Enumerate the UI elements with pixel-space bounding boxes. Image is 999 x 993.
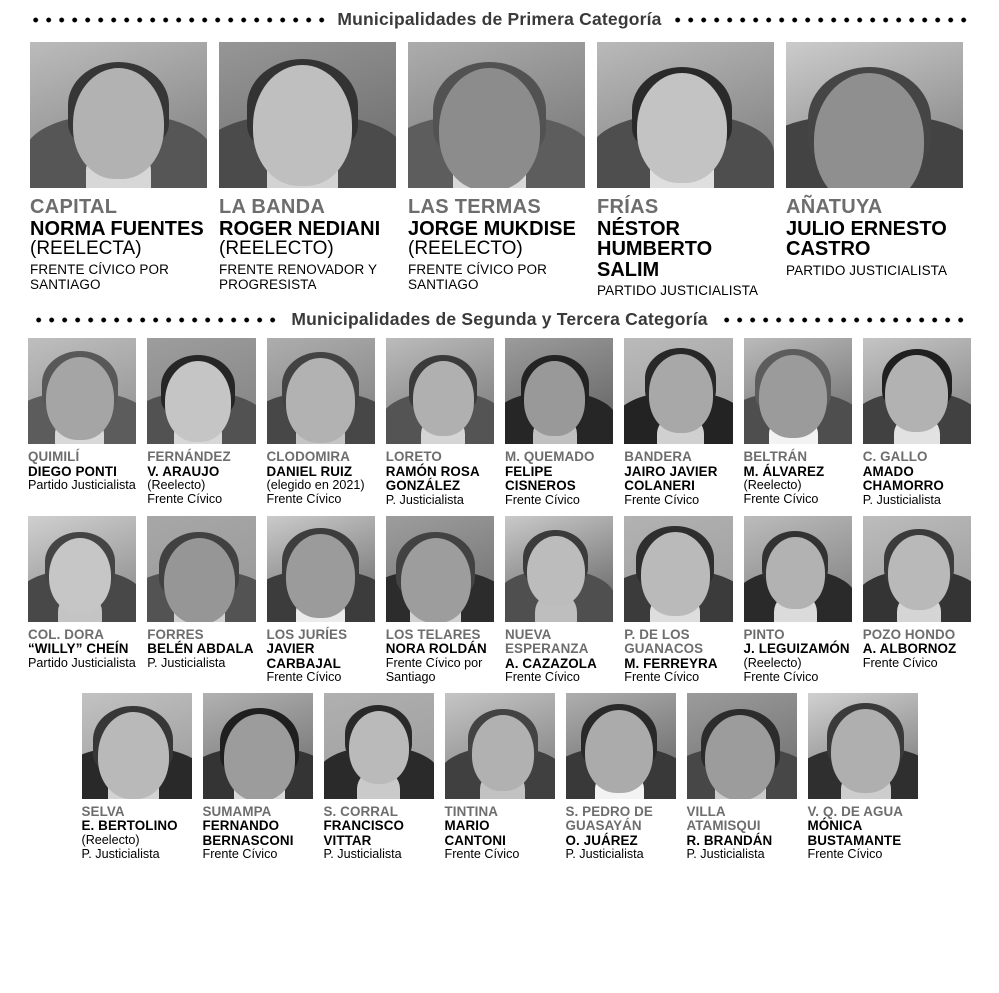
candidate-name: E. BERTOLINO <box>81 818 178 834</box>
municipality-name: VILLA ATAMISQUI <box>686 803 761 834</box>
portrait-face <box>766 537 825 609</box>
portrait-face <box>524 361 585 435</box>
party-name: Frente Cívico <box>202 847 278 862</box>
candidate-card <box>267 338 375 507</box>
party-name: P. Justicialista <box>147 655 226 670</box>
candidate-card <box>808 693 918 862</box>
candidate-name: JORGE MUKDISE <box>408 217 576 240</box>
party-name: Partido Justicialista <box>28 655 136 670</box>
candidate-card <box>82 693 192 862</box>
municipality-name: S. PEDRO DE GUASAYÁN <box>565 803 653 834</box>
candidate-card <box>445 693 555 862</box>
portrait-julio-ernesto-castro <box>786 42 963 188</box>
candidate-card <box>744 338 852 507</box>
candidate-name: BELÉN ABDALA <box>147 641 254 657</box>
candidate-name: JULIO ERNESTO CASTRO <box>786 217 947 261</box>
candidate-card <box>505 338 613 507</box>
segunda-categoria-row-1 <box>0 338 999 507</box>
municipality-name: LAS TERMAS <box>408 196 541 218</box>
municipality-name: AÑATUYA <box>786 196 883 218</box>
portrait-face <box>439 68 540 188</box>
candidate-card <box>147 338 255 507</box>
candidate-name: FELIPE CISNEROS <box>505 463 576 494</box>
candidate-name: R. BRANDÁN <box>686 832 773 848</box>
municipality-name: POZO HONDO <box>862 626 956 642</box>
candidate-note: (REELECTO) <box>408 238 523 260</box>
candidate-name: M. ÁLVAREZ <box>743 463 825 479</box>
portrait-face <box>98 712 169 799</box>
candidate-card <box>30 42 207 298</box>
portrait-face <box>759 355 827 438</box>
candidate-card <box>863 338 971 507</box>
party-name: FRENTE CÍVICO POR SANTIAGO <box>30 262 169 293</box>
candidate-card <box>744 516 852 685</box>
party-name: Frente Cívico <box>266 670 342 685</box>
municipality-name: FRÍAS <box>597 196 659 218</box>
candidate-name: DANIEL RUIZ <box>266 463 353 479</box>
candidate-note: (REELECTO) <box>219 238 334 260</box>
municipality-name: LORETO <box>385 449 442 465</box>
candidate-card <box>624 338 732 507</box>
section-title-segunda: Municipalidades de Segunda y Tercera Categoría <box>291 309 708 330</box>
portrait-nestor-humberto-salim <box>597 42 774 188</box>
portrait-face <box>164 538 235 622</box>
primera-categoria-row <box>0 42 999 298</box>
portrait-belen-abdala <box>147 516 255 622</box>
candidate-name: FRANCISCO VITTAR <box>323 818 404 848</box>
party-name: Frente Cívico <box>807 847 883 862</box>
section-header-primera <box>0 9 999 30</box>
party-name: P. Justicialista <box>385 492 464 507</box>
portrait-face <box>46 357 114 440</box>
candidate-note: (Reelecto) <box>743 655 802 670</box>
portrait-face <box>49 538 111 614</box>
party-name: FRENTE RENOVADOR Y PROGRESISTA <box>219 262 377 293</box>
portrait-r-brandan <box>687 693 797 799</box>
candidate-card <box>203 693 313 862</box>
candidate-name: A. ALBORNOZ <box>862 641 957 657</box>
portrait-face <box>73 68 164 179</box>
candidate-name: J. LEGUIZAMÓN <box>743 641 850 657</box>
portrait-face <box>253 65 352 186</box>
portrait-face <box>649 354 713 432</box>
portrait-jairo-javier-colaneri <box>624 338 732 444</box>
candidate-note: (Reelecto) <box>81 832 140 847</box>
party-name: P. Justicialista <box>686 847 765 862</box>
portrait-face <box>637 73 727 183</box>
portrait-j-leguizamon <box>744 516 852 622</box>
municipality-name: LA BANDA <box>219 196 326 218</box>
portrait-v-araujo <box>147 338 255 444</box>
candidate-name: JAVIER CARBAJAL <box>266 641 341 671</box>
party-name: Frente Cívico <box>147 492 223 507</box>
candidate-note: (REELECTA) <box>30 238 142 260</box>
portrait-face <box>401 538 471 622</box>
portrait-face <box>831 709 900 793</box>
candidate-card <box>28 516 136 685</box>
portrait-face <box>413 361 474 435</box>
candidate-name: DIEGO PONTI <box>28 463 117 479</box>
candidate-card <box>597 42 774 298</box>
party-name: Frente Cívico <box>505 670 580 685</box>
municipality-name: BANDERA <box>624 449 692 465</box>
municipality-name: TINTINA <box>444 803 499 819</box>
portrait-jorge-mukdise <box>408 42 585 188</box>
portrait-face <box>585 710 653 793</box>
portrait-face <box>641 532 710 616</box>
municipality-name: FORRES <box>147 626 204 642</box>
dotted-rule-left-2 <box>30 316 281 324</box>
party-name: Frente Cívico <box>624 670 700 685</box>
municipality-name: BELTRÁN <box>743 449 808 465</box>
candidate-name: ROGER NEDIANI <box>219 217 381 240</box>
section-header-segunda <box>0 309 999 330</box>
party-name: P. Justicialista <box>565 847 644 862</box>
candidate-note: (Reelecto) <box>147 478 206 493</box>
party-name: PARTIDO JUSTICIALISTA <box>786 262 948 278</box>
candidate-card <box>147 516 255 685</box>
candidate-card <box>687 693 797 862</box>
candidate-card <box>219 42 396 298</box>
party-name: Frente Cívico <box>624 492 700 507</box>
portrait-mario-cantoni <box>445 693 555 799</box>
party-name: Frente Cívico <box>743 492 819 507</box>
municipality-name: SUMAMPA <box>202 803 272 819</box>
candidate-name: M. FERREYRA <box>624 655 718 671</box>
portrait-javier-carbajal <box>267 516 375 622</box>
portrait-face <box>472 715 534 791</box>
municipality-name: C. GALLO <box>862 449 928 465</box>
portrait-nora-roldan <box>386 516 494 622</box>
portrait-e-bertolino <box>82 693 192 799</box>
candidate-note: (elegido en 2021) <box>266 478 365 493</box>
portrait-face <box>888 535 950 611</box>
municipality-name: V. Q. DE AGUA <box>807 803 904 819</box>
portrait-ramon-rosa-gonzalez <box>386 338 494 444</box>
portrait-a-albornoz <box>863 516 971 622</box>
portrait-a-cazazola <box>505 516 613 622</box>
party-name: FRENTE CÍVICO POR SANTIAGO <box>408 262 547 293</box>
candidate-name: V. ARAUJO <box>147 463 220 479</box>
candidate-name: NORMA FUENTES <box>30 217 204 240</box>
municipality-name: SELVA <box>81 803 125 819</box>
candidate-card <box>386 516 494 685</box>
candidate-card <box>28 338 136 507</box>
candidate-name: NÉSTOR HUMBERTO SALIM <box>597 217 713 281</box>
candidate-name: MÓNICA BUSTAMANTE <box>807 818 902 848</box>
party-name: Frente Cívico por Santiago <box>385 655 483 684</box>
municipality-name: P. DE LOS GUANACOS <box>624 626 704 657</box>
portrait-fernando-bernasconi <box>203 693 313 799</box>
candidate-card <box>324 693 434 862</box>
candidate-card <box>624 516 732 685</box>
segunda-categoria-row-2 <box>0 516 999 685</box>
segunda-categoria-row-3 <box>0 693 999 862</box>
candidate-card <box>267 516 375 685</box>
municipality-name: S. CORRAL <box>323 803 399 819</box>
municipality-name: M. QUEMADO <box>505 449 595 465</box>
portrait-daniel-ruiz <box>267 338 375 444</box>
party-name: P. Justicialista <box>862 492 941 507</box>
municipality-name: CLODOMIRA <box>266 449 350 465</box>
portrait-monica-bustamante <box>808 693 918 799</box>
candidate-note: (Reelecto) <box>743 478 802 493</box>
candidate-name: O. JUÁREZ <box>565 832 638 848</box>
portrait-o-juarez <box>566 693 676 799</box>
municipality-name: NUEVA ESPERANZA <box>505 626 589 657</box>
candidate-card <box>863 516 971 685</box>
portrait-face <box>885 355 948 432</box>
candidate-name: AMADO CHAMORRO <box>862 463 944 494</box>
portrait-face <box>286 358 355 442</box>
candidate-name: NORA ROLDÁN <box>385 641 487 657</box>
portrait-face <box>527 536 585 607</box>
party-name: P. Justicialista <box>323 847 402 862</box>
candidate-name: RAMÓN ROSA GONZÁLEZ <box>385 463 480 494</box>
candidate-card <box>566 693 676 862</box>
portrait-face <box>349 711 409 784</box>
dotted-rule-right <box>672 16 969 24</box>
candidate-card <box>386 338 494 507</box>
party-name: Frente Cívico <box>266 492 342 507</box>
section-title-primera: Municipalidades de Primera Categoría <box>337 9 662 29</box>
candidate-name: JAIRO JAVIER COLANERI <box>624 463 718 494</box>
municipality-name: LOS TELARES <box>385 626 481 642</box>
municipality-name: PINTO <box>743 626 785 642</box>
portrait-norma-fuentes <box>30 42 207 188</box>
municipality-name: CAPITAL <box>30 196 118 218</box>
party-name: P. Justicialista <box>81 846 160 861</box>
candidate-name: MARIO CANTONI <box>444 818 506 848</box>
portrait-face <box>705 715 775 799</box>
portrait-m-ferreyra <box>624 516 732 622</box>
party-name: Frente Cívico <box>444 847 520 862</box>
municipality-name: FERNÁNDEZ <box>147 449 231 465</box>
portrait-roger-nediani <box>219 42 396 188</box>
portrait-amado-chamorro <box>863 338 971 444</box>
candidate-name: FERNANDO BERNASCONI <box>202 818 294 848</box>
candidate-name: “WILLY” CHEÍN <box>28 641 129 657</box>
municipality-name: LOS JURÍES <box>266 626 348 642</box>
party-name: PARTIDO JUSTICIALISTA <box>597 283 759 299</box>
portrait-willy-chein <box>28 516 136 622</box>
party-name: Frente Cívico <box>505 492 580 507</box>
municipality-name: COL. DORA <box>28 626 105 642</box>
portrait-diego-ponti <box>28 338 136 444</box>
candidate-name: A. CAZAZOLA <box>505 655 597 671</box>
portrait-face <box>165 361 231 442</box>
candidate-card <box>408 42 585 298</box>
dotted-rule-right-2 <box>718 316 969 324</box>
portrait-francisco-vittar <box>324 693 434 799</box>
party-name: Frente Cívico <box>743 669 819 684</box>
municipality-name: QUIMILÍ <box>28 449 80 465</box>
dotted-rule-left <box>30 16 327 24</box>
candidate-card <box>786 42 963 298</box>
portrait-face <box>224 714 295 799</box>
candidate-card <box>505 516 613 685</box>
party-name: Partido Justicialista <box>28 478 136 493</box>
party-name: Frente Cívico <box>862 655 938 670</box>
portrait-face <box>286 534 355 618</box>
portrait-m-alvarez <box>744 338 852 444</box>
portrait-felipe-cisneros <box>505 338 613 444</box>
